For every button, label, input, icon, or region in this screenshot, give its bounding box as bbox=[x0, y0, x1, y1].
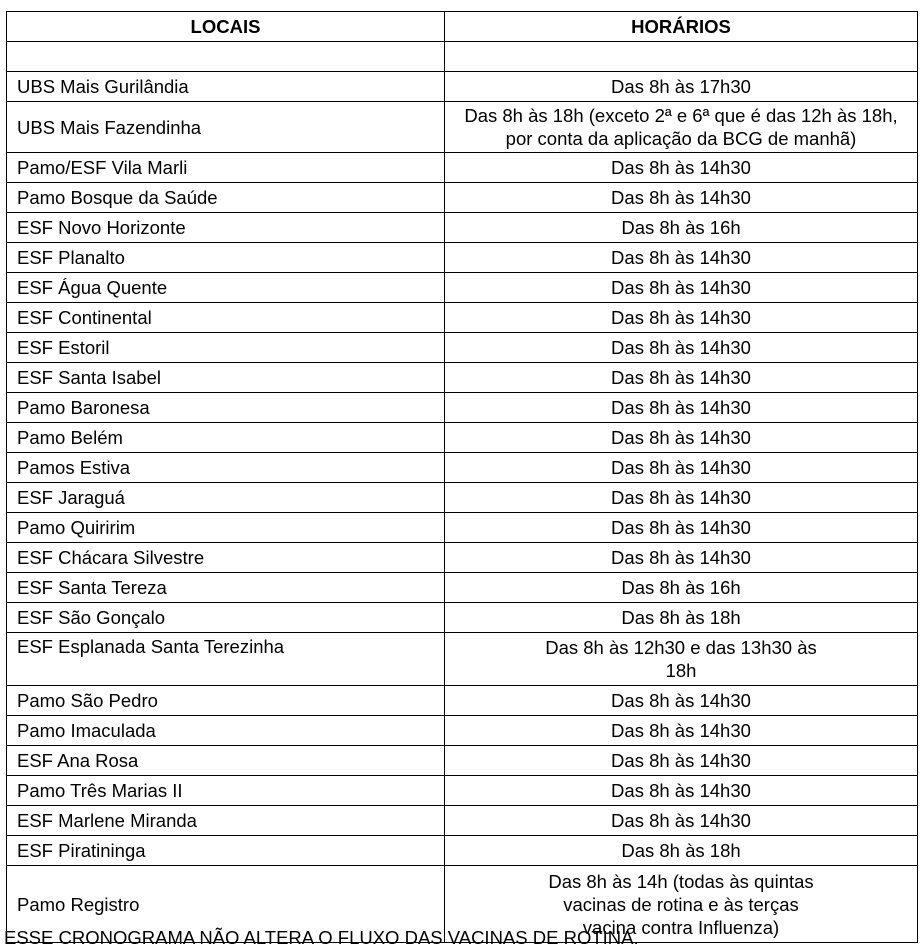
table-row bbox=[7, 243, 918, 273]
local-cell: ESF São Gonçalo bbox=[7, 603, 445, 633]
table-row bbox=[7, 273, 918, 303]
horario-cell: Das 8h às 14h30 bbox=[445, 453, 918, 483]
local-cell: Pamo/ESF Vila Marli bbox=[7, 153, 445, 183]
horario-cell: Das 8h às 14h30 bbox=[445, 363, 918, 393]
table-row bbox=[7, 806, 918, 836]
local-cell: Pamo São Pedro bbox=[7, 686, 445, 716]
horario-cell: Das 8h às 14h30 bbox=[445, 483, 918, 513]
table-row bbox=[7, 453, 918, 483]
horario-cell: Das 8h às 18h bbox=[445, 836, 918, 866]
horario-cell: Das 8h às 14h30 bbox=[445, 806, 918, 836]
local-cell: Pamo Três Marias II bbox=[7, 776, 445, 806]
local-cell: Pamo Belém bbox=[7, 423, 445, 453]
horario-cell: Das 8h às 14h30 bbox=[445, 333, 918, 363]
horario-cell: Das 8h às 14h30 bbox=[445, 393, 918, 423]
local-cell: ESF Marlene Miranda bbox=[7, 806, 445, 836]
horario-cell: Das 8h às 14h30 bbox=[445, 513, 918, 543]
table-row bbox=[7, 543, 918, 573]
horario-cell: Das 8h às 12h30 e das 13h30 às 18h bbox=[445, 633, 918, 686]
local-cell: ESF Ana Rosa bbox=[7, 746, 445, 776]
blank-cell bbox=[445, 42, 918, 72]
table-row bbox=[7, 423, 918, 453]
local-cell: ESF Santa Isabel bbox=[7, 363, 445, 393]
horario-cell: Das 8h às 16h bbox=[445, 213, 918, 243]
local-cell: ESF Novo Horizonte bbox=[7, 213, 445, 243]
table-row bbox=[7, 72, 918, 102]
horario-cell: Das 8h às 14h30 bbox=[445, 543, 918, 573]
local-cell: Pamo Baronesa bbox=[7, 393, 445, 423]
table-row bbox=[7, 363, 918, 393]
horario-cell: Das 8h às 14h30 bbox=[445, 303, 918, 333]
horario-cell: Das 8h às 14h30 bbox=[445, 716, 918, 746]
table-row bbox=[7, 776, 918, 806]
horario-cell: Das 8h às 14h30 bbox=[445, 686, 918, 716]
table-row bbox=[7, 183, 918, 213]
local-cell: ESF Santa Tereza bbox=[7, 573, 445, 603]
local-cell: UBS Mais Gurilândia bbox=[7, 72, 445, 102]
horario-cell: Das 8h às 14h30 bbox=[445, 153, 918, 183]
table-row bbox=[7, 633, 918, 686]
horario-cell: Das 8h às 14h (todas às quintas vacinas de rotina e às terças vacina contra Influenza) bbox=[445, 866, 918, 943]
horario-cell: Das 8h às 18h (exceto 2ª e 6ª que é das 12h às 18h, por conta da aplicação da BCG de manhã) bbox=[445, 102, 918, 153]
table-row bbox=[7, 102, 918, 153]
table-row bbox=[7, 573, 918, 603]
local-cell: Pamo Bosque da Saúde bbox=[7, 183, 445, 213]
horario-cell: Das 8h às 18h bbox=[445, 603, 918, 633]
table-row bbox=[7, 483, 918, 513]
table-row bbox=[7, 686, 918, 716]
local-cell: ESF Esplanada Santa Terezinha bbox=[7, 633, 445, 686]
local-cell: Pamos Estiva bbox=[7, 453, 445, 483]
table-row bbox=[7, 836, 918, 866]
local-cell: ESF Estoril bbox=[7, 333, 445, 363]
blank-row bbox=[7, 42, 918, 72]
header-locais: LOCAIS bbox=[7, 12, 445, 42]
horario-cell: Das 8h às 17h30 bbox=[445, 72, 918, 102]
table-row bbox=[7, 153, 918, 183]
local-cell: ESF Continental bbox=[7, 303, 445, 333]
local-cell: ESF Água Quente bbox=[7, 273, 445, 303]
local-cell: ESF Jaraguá bbox=[7, 483, 445, 513]
horario-cell: Das 8h às 14h30 bbox=[445, 423, 918, 453]
local-cell: ESF Planalto bbox=[7, 243, 445, 273]
footer-note: ESSE CRONOGRAMA NÃO ALTERA O FLUXO DAS VACINAS DE ROTINA. bbox=[4, 927, 639, 948]
table-header-row bbox=[7, 12, 918, 42]
local-cell: Pamo Quiririm bbox=[7, 513, 445, 543]
schedule-table bbox=[6, 11, 918, 943]
table-row bbox=[7, 513, 918, 543]
local-cell: Pamo Registro bbox=[7, 866, 445, 943]
table-row bbox=[7, 746, 918, 776]
local-cell: Pamo Imaculada bbox=[7, 716, 445, 746]
local-cell: UBS Mais Fazendinha bbox=[7, 102, 445, 153]
table-row bbox=[7, 393, 918, 423]
local-cell: ESF Chácara Silvestre bbox=[7, 543, 445, 573]
horario-cell: Das 8h às 14h30 bbox=[445, 776, 918, 806]
table-row bbox=[7, 213, 918, 243]
table-row bbox=[7, 333, 918, 363]
horario-cell: Das 8h às 14h30 bbox=[445, 273, 918, 303]
table-row bbox=[7, 303, 918, 333]
header-horarios: HORÁRIOS bbox=[445, 12, 918, 42]
table-row bbox=[7, 716, 918, 746]
horario-cell: Das 8h às 14h30 bbox=[445, 746, 918, 776]
local-cell: ESF Piratininga bbox=[7, 836, 445, 866]
table-row bbox=[7, 603, 918, 633]
horario-cell: Das 8h às 16h bbox=[445, 573, 918, 603]
blank-cell bbox=[7, 42, 445, 72]
horario-cell: Das 8h às 14h30 bbox=[445, 243, 918, 273]
horario-cell: Das 8h às 14h30 bbox=[445, 183, 918, 213]
